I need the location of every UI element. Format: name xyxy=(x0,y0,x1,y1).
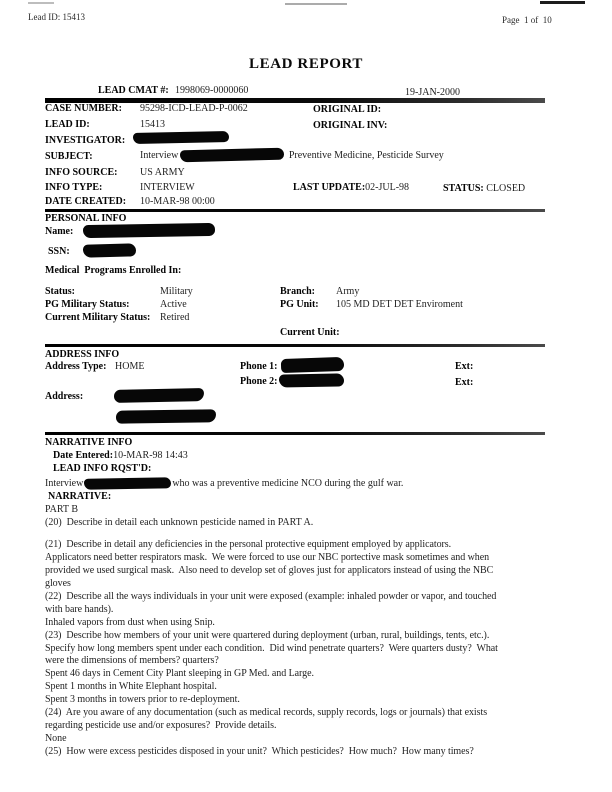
report-date: 19-JAN-2000 xyxy=(405,87,460,98)
last-update-row xyxy=(293,182,409,193)
interview-suffix: who was a preventive medicine NCO during the gulf war. xyxy=(172,478,404,489)
date-created-value: 10-MAR-98 00:00 xyxy=(140,196,215,207)
info-type-label: INFO TYPE: xyxy=(45,182,103,193)
lead-id-value: 15413 xyxy=(140,119,165,130)
narrative-line: regarding pesticide use and/or exposures? Provide details. xyxy=(45,720,277,732)
address-info-title: ADDRESS INFO xyxy=(45,349,120,360)
status-row xyxy=(443,183,525,194)
narrative-line: Spent 3 months in towers prior to re-deployment. xyxy=(45,694,240,706)
narrative-line: (23) Describe how members of your unit were quartered during deployment (urban, rural, buildings, tents, etc.). xyxy=(45,629,490,641)
scan-artifact-center xyxy=(285,3,347,5)
page-number: Page 1 of 10 xyxy=(502,15,552,25)
name-label: Name: xyxy=(45,226,74,237)
phone2-label: Phone 2: xyxy=(240,376,278,387)
subject-label: SUBJECT: xyxy=(45,151,93,162)
redaction-phone1 xyxy=(281,357,344,373)
status-mil-label: Status: xyxy=(45,286,76,297)
case-number-label: CASE NUMBER: xyxy=(45,103,122,114)
date-entered-value: 10-MAR-98 14:43 xyxy=(113,450,188,461)
subject-value-row xyxy=(140,148,444,162)
narrative-body xyxy=(45,539,567,759)
pg-military-status-label: PG Military Status: xyxy=(45,299,130,310)
status-label: STATUS: xyxy=(443,183,484,194)
address-type-label: Address Type: xyxy=(45,361,107,372)
date-created-label: DATE CREATED: xyxy=(45,196,127,207)
address-label: Address: xyxy=(45,391,84,402)
narrative-line: with bare hands). xyxy=(45,603,114,615)
info-source-value: US ARMY xyxy=(140,167,185,178)
narrative-line: Spent 1 months in White Elephant hospital. xyxy=(45,681,217,693)
scan-artifact-right xyxy=(540,1,585,4)
divider-heavy xyxy=(45,98,545,103)
status-mil-value: Military xyxy=(160,286,193,297)
part-label: PART B xyxy=(45,504,79,515)
narrative-line: (21) Describe in detail any deficiencies in the personal protective equipment employed by applicators. xyxy=(45,539,452,550)
narrative-line: Spent 46 days in Cement City Plant sleeping in GP Med. and Large. xyxy=(45,668,314,680)
narrative-line: (25) How were excess pesticides disposed in your unit? Which pesticides? How much? How many times? xyxy=(45,746,474,757)
last-update-label: LAST UPDATE: xyxy=(293,182,366,193)
ext2-label: Ext: xyxy=(455,377,474,388)
personal-info-title: PERSONAL INFO xyxy=(45,213,127,224)
address-type-value: HOME xyxy=(115,361,145,372)
info-type-value: INTERVIEW xyxy=(140,182,195,193)
scan-artifact-left xyxy=(28,2,54,4)
pg-unit-value: 105 MD DET DET Enviroment xyxy=(336,299,463,310)
lead-cmat-label: LEAD CMAT #: xyxy=(98,85,169,96)
current-military-status-label: Current Military Status: xyxy=(45,312,151,323)
medical-programs-label: Medical Programs Enrolled In: xyxy=(45,265,182,276)
case-number-value: 95298-ICD-LEAD-P-0062 xyxy=(140,103,248,114)
divider-address xyxy=(45,344,545,347)
narrative-line: None xyxy=(45,733,67,745)
status-value: CLOSED xyxy=(483,183,526,194)
branch-label: Branch: xyxy=(280,286,315,297)
redaction-ssn xyxy=(83,243,136,257)
narrative-line: (24) Are you aware of any documentation (such as medical records, supply records, logs or journals) that exists xyxy=(45,707,488,719)
ssn-label: SSN: xyxy=(48,246,70,257)
current-unit-label: Current Unit: xyxy=(280,327,340,338)
date-entered-label: Date Entered: xyxy=(53,450,114,461)
redaction-address-line2 xyxy=(116,409,216,423)
original-inv-label: ORIGINAL INV: xyxy=(313,120,388,131)
interview-prefix: Interview xyxy=(45,478,84,489)
info-source-label: INFO SOURCE: xyxy=(45,167,118,178)
narrative-line: Applicators need better respirators mask. We were forced to use our NBC portective mask sometimes and when xyxy=(45,551,490,563)
narrative-line: (22) Describe all the ways individuals in your unit were exposed (example: inhaled powder or vapor, and touched xyxy=(45,590,497,602)
redaction-phone2 xyxy=(279,373,344,387)
narrative-line: Inhaled vapors from dust when using Snip. xyxy=(45,616,215,628)
original-id-label: ORIGINAL ID: xyxy=(313,104,382,115)
narrative-line: Specify how long members spent under each condition. Did wind penetrate quarters? Were quarters dusty? What xyxy=(45,642,498,654)
narrative-line: provided we used surgical mask. Also need to develop set of gloves just for applicators instead of using the NBC xyxy=(45,564,494,576)
question-20: (20) Describe in detail each unknown pesticide named in PART A. xyxy=(45,517,314,528)
last-update-value: 02-JUL-98 xyxy=(365,182,410,193)
redaction-interviewee-name xyxy=(84,477,171,490)
narrative-line: were the dimensions of members? quarters? xyxy=(45,655,219,667)
redaction-name xyxy=(83,223,215,238)
report-title: LEAD REPORT xyxy=(248,56,363,72)
date-entered-row xyxy=(53,450,188,461)
investigator-label: INVESTIGATOR: xyxy=(45,135,126,146)
narrative-line: gloves xyxy=(45,577,71,589)
interview-row xyxy=(45,477,403,490)
subject-suffix: Preventive Medicine, Pesticide Survey xyxy=(286,149,444,161)
narrative-label: NARRATIVE: xyxy=(48,491,112,502)
current-military-status-value: Retired xyxy=(160,312,190,323)
branch-value: Army xyxy=(336,286,360,297)
lead-info-rqstd-label: LEAD INFO RQST'D: xyxy=(53,463,152,474)
lead-cmat-value: 1998069-0000060 xyxy=(175,85,249,96)
divider-personal xyxy=(45,209,545,212)
redaction-subject-name xyxy=(180,148,284,163)
divider-narrative xyxy=(45,432,545,435)
phone1-label: Phone 1: xyxy=(240,361,278,372)
lead-id-header: Lead ID: 15413 xyxy=(28,12,85,22)
pg-unit-label: PG Unit: xyxy=(280,299,319,310)
ext1-label: Ext: xyxy=(455,361,474,372)
pg-military-status-value: Active xyxy=(160,299,187,310)
subject-prefix: Interview xyxy=(140,149,179,161)
narrative-info-title: NARRATIVE INFO xyxy=(45,437,133,448)
redaction-investigator xyxy=(133,131,229,144)
redaction-address-line1 xyxy=(114,388,204,403)
lead-id-label: LEAD ID: xyxy=(45,119,90,130)
